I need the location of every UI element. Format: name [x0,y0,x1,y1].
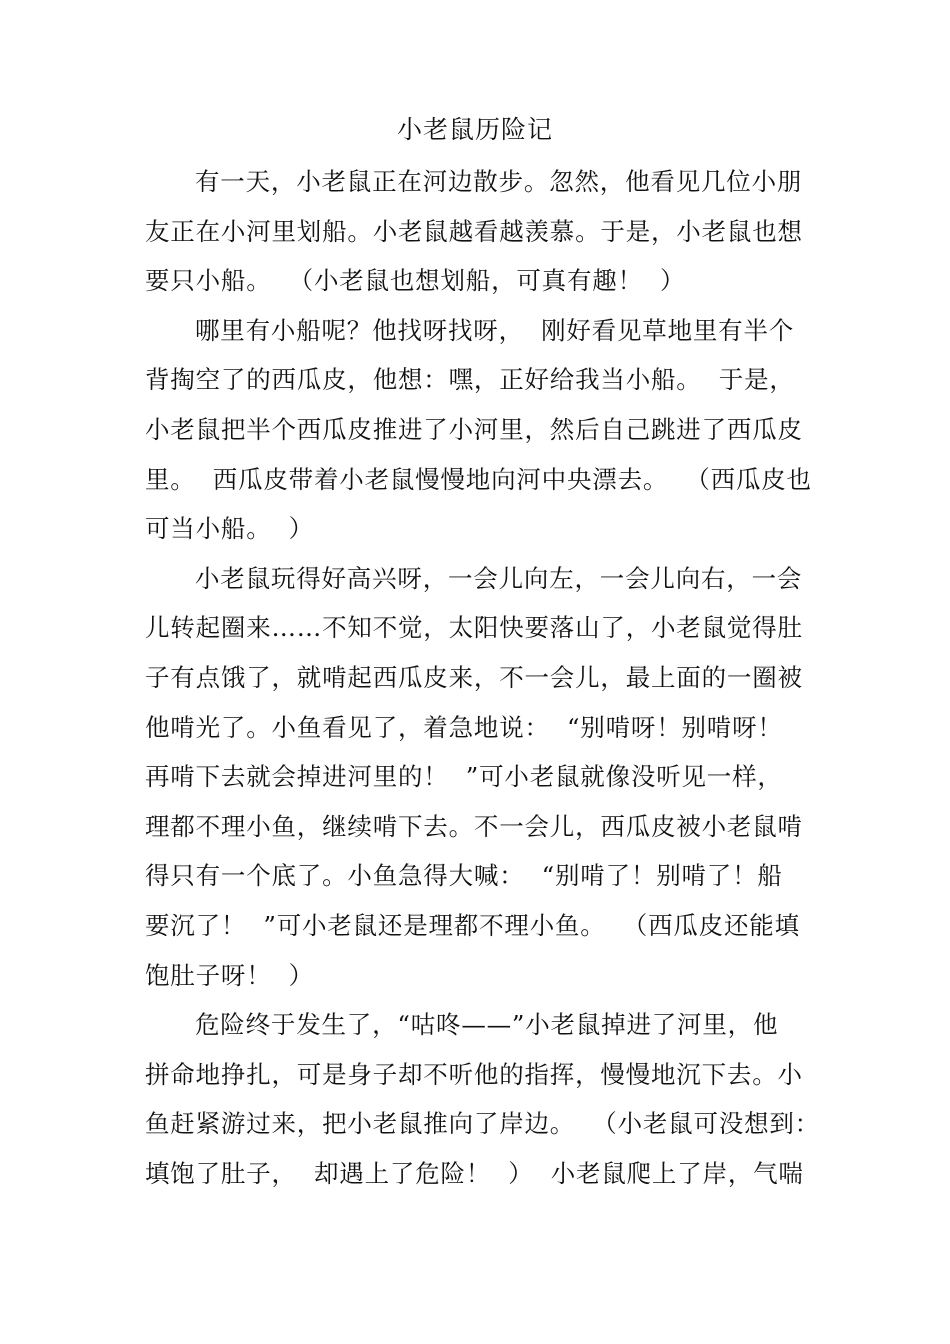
paragraph-4-line-1: 危险终于发生了，“咕咚——”小老鼠掉进了河里，他 [195,1010,779,1040]
paragraph-3-line-7: 得只有一个底了。小鱼急得大喊： “别啃了！别啃了！船 [145,861,783,891]
paragraph-3-line-2: 儿转起圈来……不知不觉，太阳快要落山了，小老鼠觉得肚 [145,613,803,643]
document-title: 小老鼠历险记 [396,115,553,144]
paragraph-4-line-3: 鱼赶紧游过来，把小老鼠推向了岸边。 （小老鼠可没想到： [145,1109,820,1139]
paragraph-1-line-3: 要只小船。 （小老鼠也想划船，可真有趣！ ） [145,266,686,296]
paragraph-2-line-3: 小老鼠把半个西瓜皮推进了小河里，然后自己跳进了西瓜皮 [145,414,803,444]
paragraph-1-line-2: 友正在小河里划船。小老鼠越看越羡慕。于是，小老鼠也想 [145,216,803,246]
paragraph-3-line-8: 要沉了！ ”可小老鼠还是理都不理小鱼。 （西瓜皮还能填 [145,910,800,940]
document-body [145,157,820,1198]
paragraph-3-line-4: 他啃光了。小鱼看见了，着急地说： “别啃呀！别啃呀！ [145,712,783,742]
paragraph-3-line-5: 再啃下去就会掉进河里的！ ”可小老鼠就像没听见一样， [145,762,783,792]
paragraph-2-line-1: 哪里有小船呢？他找呀找呀， 刚好看见草地里有半个 [195,315,795,345]
paragraph-3-line-6: 理都不理小鱼，继续啃下去。不一会儿，西瓜皮被小老鼠啃 [145,811,803,841]
paragraph-2-line-2: 背掏空了的西瓜皮，他想：嘿，正好给我当小船。 于是， [145,365,795,395]
paragraph-4-line-2: 拼命地挣扎，可是身子却不听他的指挥，慢慢地沉下去。小 [145,1059,803,1089]
paragraph-3-line-3: 子有点饿了，就啃起西瓜皮来，不一会儿，最上面的一圈被 [145,662,803,692]
paragraph-2-line-4: 里。 西瓜皮带着小老鼠慢慢地向河中央漂去。 （西瓜皮也 [145,464,812,494]
paragraph-2-line-5: 可当小船。 ） [145,514,314,544]
paragraph-3-line-9: 饱肚子呀！ ） [145,960,314,990]
paragraph-3-line-1: 小老鼠玩得好高兴呀，一会儿向左，一会儿向右，一会 [195,563,803,593]
paragraph-4-line-4: 填饱了肚子， 却遇上了危险！ ） 小老鼠爬上了岸，气喘 [145,1158,804,1188]
paragraph-1-line-1: 有一天，小老鼠正在河边散步。忽然，他看见几位小朋 [195,167,803,196]
